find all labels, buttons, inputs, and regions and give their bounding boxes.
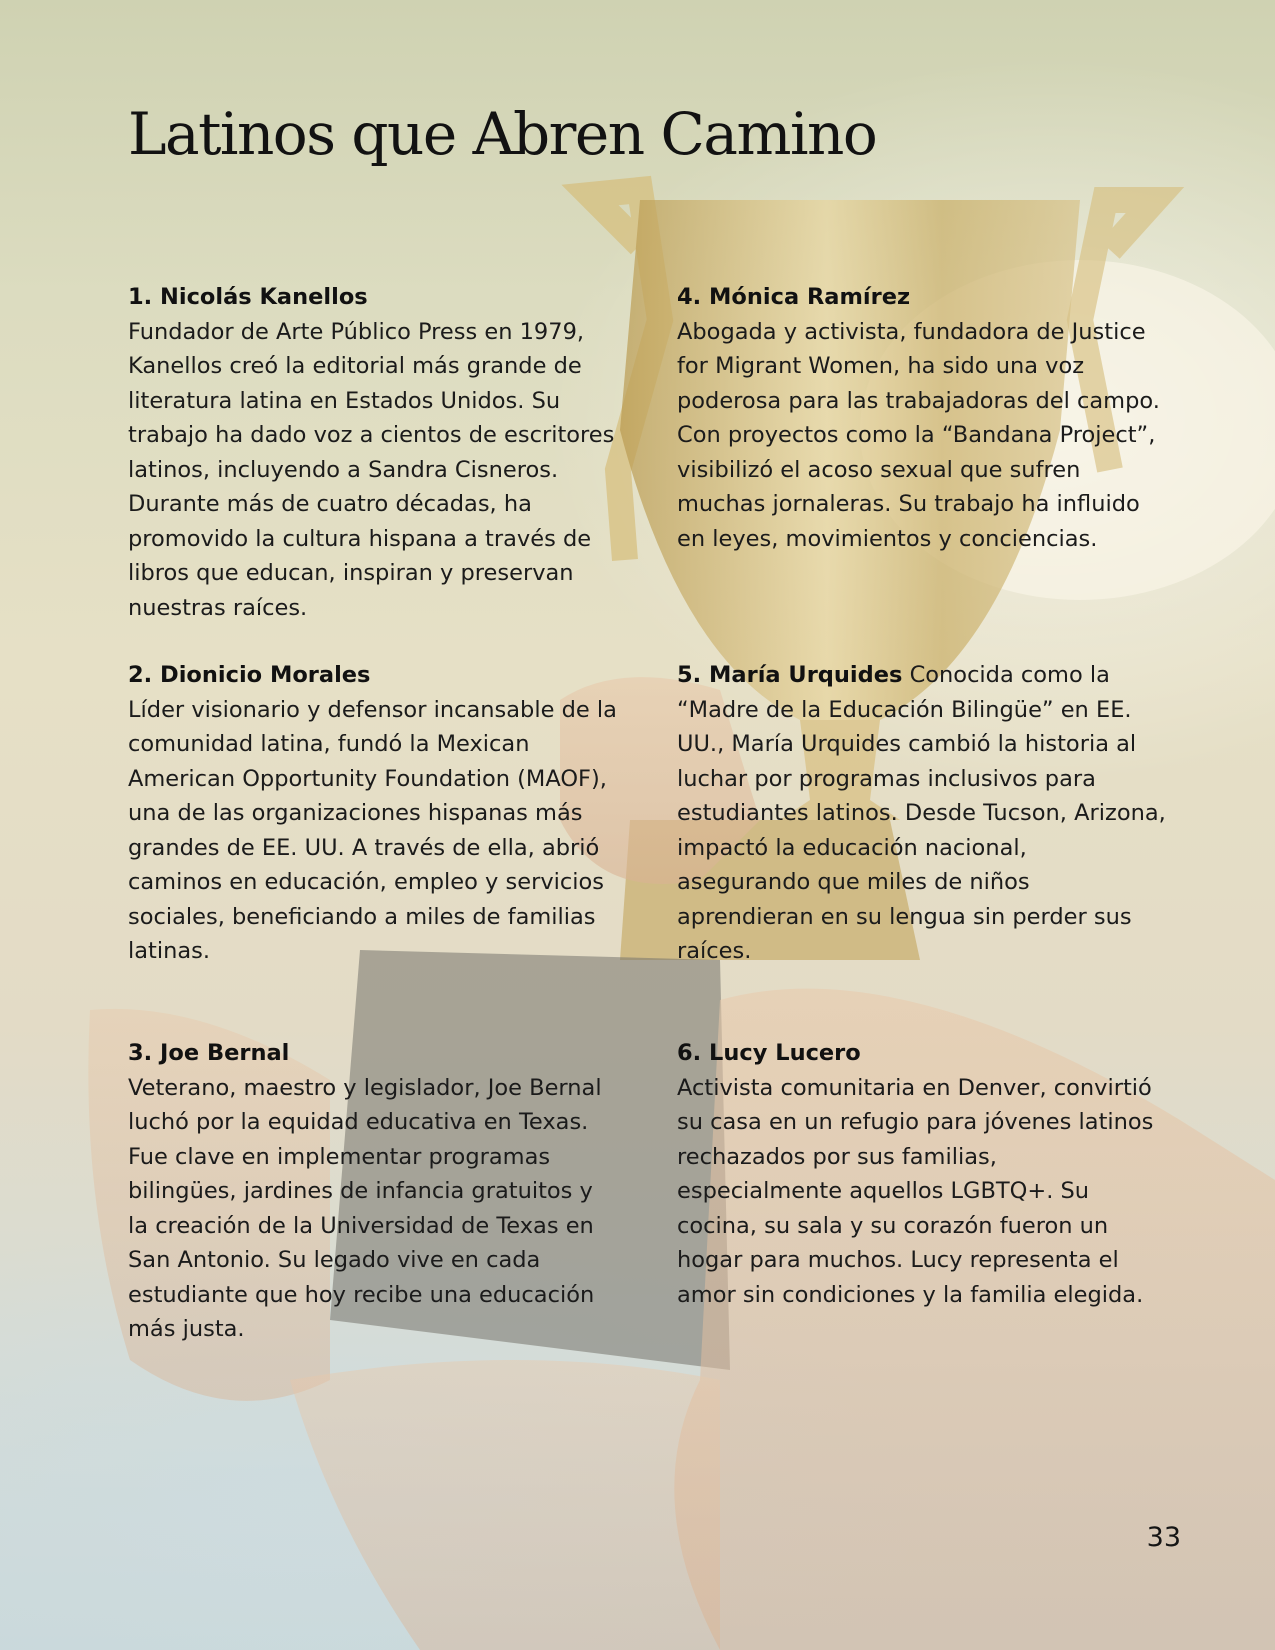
profile-text: Abogada y activista, fundadora de Justice for Migrant Women, ha sido una voz poderosa para las trabajadoras del campo. Con proyectos como la “Bandana Project”, visibilizó el acoso sexual que sufren muchas jornaleras. Su trabajo ha influido en leyes, movimientos y conciencias. bbox=[677, 318, 1160, 552]
profile-name: 4. Mónica Ramírez bbox=[677, 284, 911, 310]
profile-entry bbox=[677, 280, 1167, 658]
left-column bbox=[128, 280, 618, 1414]
profile-text: Veterano, maestro y legislador, Joe Bernal luchó por la equidad educativa en Texas. Fue clave en implementar programas bilingües, jardines de infancia gratuitos y la creación de la Universidad de Texas en San Antonio. Su legado vive en cada estudiante que hoy recibe una educación más justa. bbox=[128, 1074, 602, 1342]
profile-name: 5. María Urquides bbox=[677, 662, 903, 688]
profile-entry bbox=[128, 1036, 618, 1414]
profile-text: Fundador de Arte Público Press en 1979, Kanellos creó la editorial más grande de literatura latina en Estados Unidos. Su trabajo ha dado voz a cientos de escritores latinos, incluyendo a Sandra Cisneros. Durante más de cuatro décadas, ha promovido la cultura hispana a través de libros que educan, inspiran y preservan nuestras raíces. bbox=[128, 318, 615, 621]
profile-name: 2. Dionicio Morales bbox=[128, 662, 371, 688]
profile-entry bbox=[677, 658, 1167, 1036]
profile-text: Conocida como la “Madre de la Educación Bilingüe” en EE. UU., María Urquides cambió la historia al luchar por programas inclusivos para estudiantes latinos. Desde Tucson, Arizona, impactó la educación nacional, asegurando que miles de niños aprendieran en su lengua sin perder sus raíces. bbox=[677, 662, 1166, 964]
profile-entry bbox=[677, 1036, 1167, 1414]
profile-entry bbox=[128, 280, 618, 658]
profile-name: 3. Joe Bernal bbox=[128, 1040, 290, 1066]
profile-text: Activista comunitaria en Denver, convirtió su casa en un refugio para jóvenes latinos rechazados por sus familias, especialmente aquellos LGBTQ+. Su cocina, su sala y su corazón fueron un hogar para muchos. Lucy representa el amor sin condiciones y la familia elegida. bbox=[677, 1074, 1154, 1308]
profile-text: Líder visionario y defensor incansable de la comunidad latina, fundó la Mexican American Opportunity Foundation (MAOF), una de las organizaciones hispanas más grandes de EE. UU. A través de ella, abrió caminos en educación, empleo y servicios sociales, beneficiando a miles de familias latinas. bbox=[128, 696, 617, 964]
right-column bbox=[677, 280, 1167, 1414]
profile-name: 1. Nicolás Kanellos bbox=[128, 284, 368, 310]
profile-entry bbox=[128, 658, 618, 1036]
profile-name: 6. Lucy Lucero bbox=[677, 1040, 861, 1066]
page-title: Latinos que Abren Camino bbox=[128, 100, 877, 168]
page-number: 33 bbox=[1146, 1522, 1181, 1553]
